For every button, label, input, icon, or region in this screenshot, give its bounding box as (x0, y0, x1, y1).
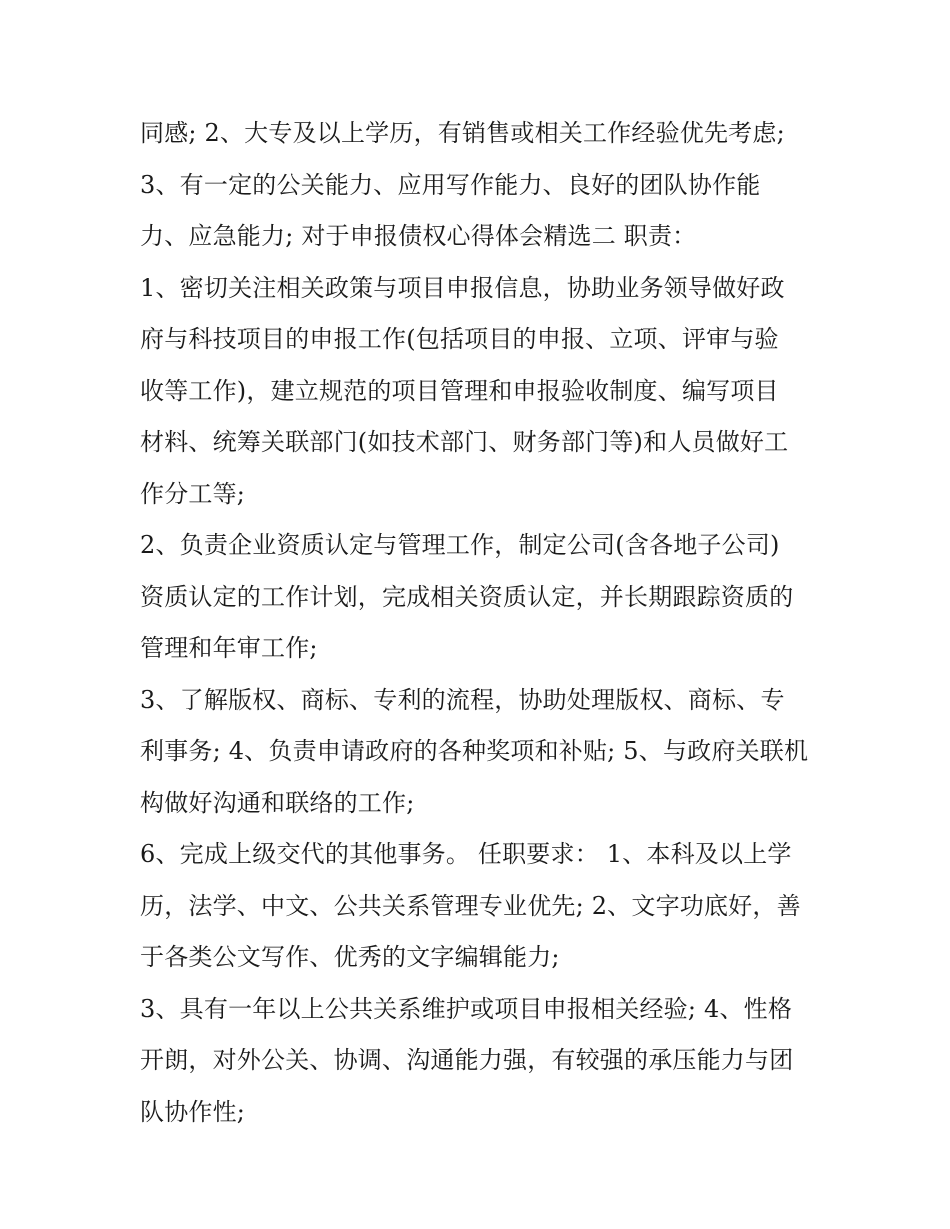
text-line: 历，法学、中文、公共关系管理专业优先; 2、文字功底好，善 (140, 891, 801, 920)
text-line: 3、具有一年以上公共关系维护或项目申报相关经验; 4、性格 (140, 994, 793, 1023)
text-line: 构做好沟通和联络的工作; (140, 788, 415, 817)
text-line: 2、负责企业资质认定与管理工作，制定公司(含各地子公司) (140, 531, 780, 559)
text-line: 作分工等; (140, 479, 246, 508)
text-line: 资质认定的工作计划，完成相关资质认定，并长期跟踪资质的 (140, 582, 794, 611)
text-line: 府与科技项目的申报工作(包括项目的申报、立项、评审与验 (140, 325, 779, 353)
text-line: 队协作性; (140, 1097, 246, 1126)
text-line: 开朗，对外公关、协调、沟通能力强，有较强的承压能力与团 (140, 1046, 794, 1074)
document-body (140, 108, 820, 1138)
text-line: 1、密切关注相关政策与项目申报信息，协助业务领导做好政 (140, 273, 785, 302)
text-line: 6、完成上级交代的其他事务。 任职要求： 1、本科及以上学 (140, 840, 792, 868)
text-line: 管理和年审工作; (140, 634, 318, 662)
text-line: 于各类公文写作、优秀的文字编辑能力; (140, 943, 560, 971)
text-line: 3、有一定的公关能力、应用写作能力、良好的团队协作能 (140, 170, 761, 199)
text-line: 3、了解版权、商标、专利的流程，协助处理版权、商标、专 (140, 685, 785, 714)
text-line: 力、应急能力; 对于申报债权心得体会精选二 职责： (140, 222, 697, 250)
text-line: 利事务; 4、负责申请政府的各种奖项和补贴; 5、与政府关联机 (140, 737, 809, 765)
text-line: 材料、统筹关联部门(如技术部门、财务部门等)和人员做好工 (140, 428, 789, 456)
text-line: 同感; 2、大专及以上学历，有销售或相关工作经验优先考虑; (140, 119, 785, 147)
text-line: 收等工作)，建立规范的项目管理和申报验收制度、编写项目 (140, 376, 779, 405)
